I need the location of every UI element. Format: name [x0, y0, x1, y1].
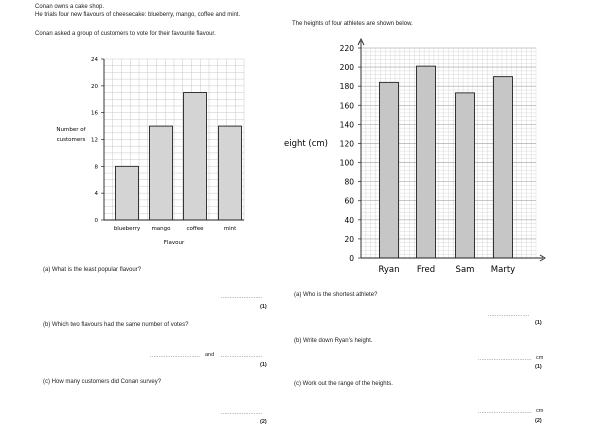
intro-line-2: He trials four new flavours of cheesecake: blueberry, mango, coffee and mint. — [35, 12, 241, 18]
y-tick-label: 220 — [339, 44, 354, 53]
answer-b-left-line-1[interactable]: ............................. — [150, 353, 201, 359]
x-axis-label: Flavour — [163, 240, 185, 246]
bar-Fred — [417, 66, 436, 258]
question-b-right: (b) Write down Ryan’s height. — [294, 338, 373, 344]
y-tick-label: 180 — [339, 82, 354, 92]
answer-b-right-unit: cm — [536, 355, 544, 361]
question-a-left: (a) What is the least popular flavour? — [43, 267, 142, 273]
x-tick-label: Ryan — [378, 265, 400, 275]
y-tick-label: 0 — [94, 218, 98, 224]
x-tick-label: mint — [223, 226, 237, 232]
y-tick-label: 140 — [339, 120, 354, 130]
mark-c-right: (2) — [535, 418, 542, 424]
y-axis-label-line-2: customers — [56, 137, 86, 143]
bar-Sam — [456, 93, 475, 258]
y-tick-label: 0 — [349, 254, 354, 263]
y-tick-label: 20 — [91, 83, 98, 90]
y-axis-label-line-1: Number of — [56, 127, 86, 133]
question-c-right: (c) Work out the range of the heights. — [294, 381, 393, 387]
answer-b-right-line[interactable]: ............................... — [478, 356, 532, 362]
question-c-left: (c) How many customers did Conan survey? — [43, 379, 162, 385]
answer-c-right-line[interactable]: ............................... — [478, 409, 532, 415]
mark-a-left: (1) — [260, 304, 267, 310]
x-tick-label: mango — [151, 226, 171, 232]
intro-line-3: Conan asked a group of customers to vote for their favourite flavour. — [35, 31, 216, 37]
y-tick-label: 4 — [94, 191, 98, 198]
y-tick-label: 20 — [344, 234, 354, 244]
y-tick-label: 8 — [94, 164, 98, 171]
intro-right: The heights of four athletes are shown below. — [292, 21, 413, 27]
answer-c-right-unit: cm — [536, 408, 544, 414]
answer-c-left-line[interactable]: ........................ — [221, 410, 263, 416]
x-tick-label: Sam — [455, 265, 475, 275]
y-tick-label: 40 — [344, 215, 354, 225]
mark-b-left: (1) — [260, 362, 267, 368]
y-tick-label: 160 — [339, 101, 354, 111]
x-tick-label: coffee — [186, 226, 204, 232]
bar-Marty — [494, 77, 513, 258]
answer-b-left-and: and — [205, 352, 215, 358]
answer-a-left-line[interactable]: ........................ — [221, 294, 263, 300]
mark-c-left: (2) — [260, 419, 267, 425]
x-tick-label: blueberry — [113, 226, 141, 232]
intro-line-1: Conan owns a cake shop. — [35, 4, 105, 10]
mark-b-right: (1) — [535, 364, 542, 370]
question-b-left: (b) Which two flavours had the same number of votes? — [43, 322, 189, 328]
y-tick-label: 200 — [339, 63, 354, 73]
y-axis-label: eight (cm) — [284, 139, 328, 149]
mark-a-right: (1) — [535, 320, 542, 326]
y-tick-label: 100 — [339, 158, 354, 168]
y-tick-label: 60 — [344, 196, 354, 206]
answer-a-right-line[interactable]: ........................ — [488, 312, 530, 318]
answer-b-left-line-2[interactable]: ........................ — [221, 353, 263, 359]
y-tick-label: 80 — [344, 177, 354, 187]
y-tick-label: 24 — [91, 57, 98, 63]
x-tick-label: Fred — [416, 265, 436, 275]
bar-Ryan — [380, 82, 399, 258]
question-a-right: (a) Who is the shortest athlete? — [294, 292, 378, 298]
y-tick-label: 16 — [91, 110, 98, 117]
x-tick-label: Marty — [490, 265, 516, 275]
y-tick-label: 12 — [91, 137, 98, 144]
y-tick-label: 120 — [339, 139, 354, 149]
